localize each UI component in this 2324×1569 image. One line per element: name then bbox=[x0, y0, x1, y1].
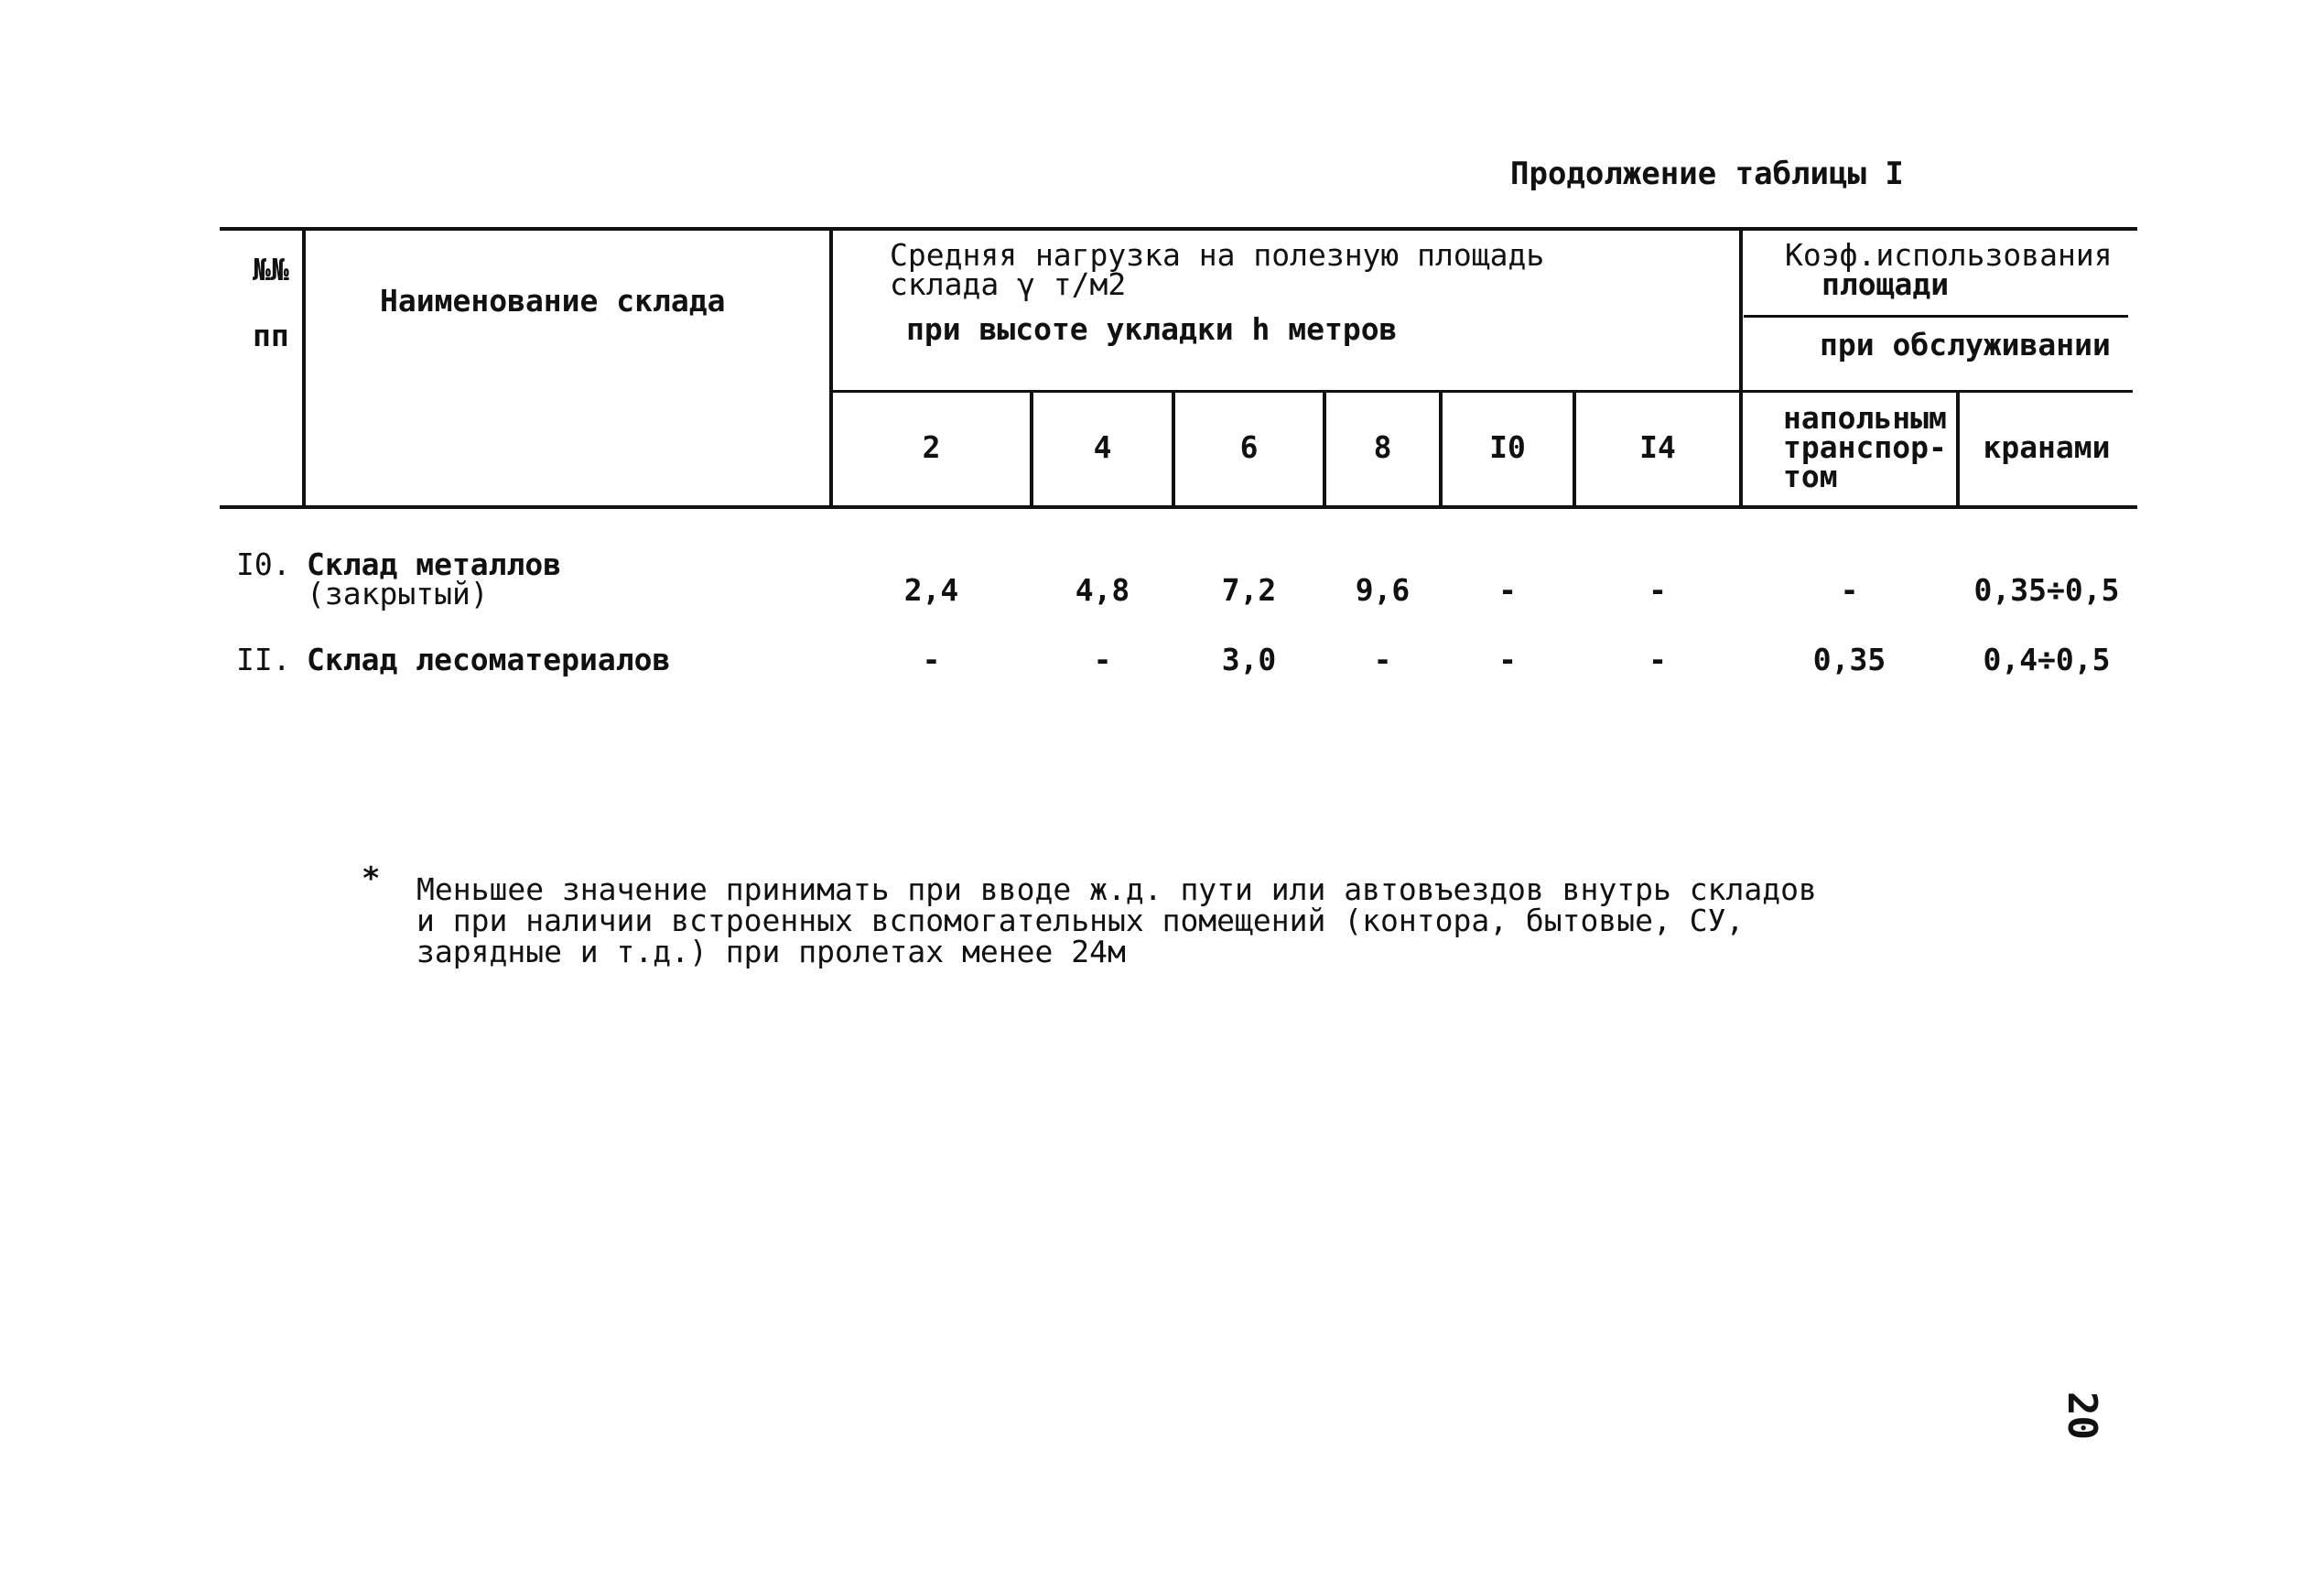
footnote-text bbox=[416, 871, 1817, 969]
table-caption: Продолжение таблицы I bbox=[1510, 156, 1904, 192]
row1-h4: 4,8 bbox=[1075, 572, 1130, 608]
row1-floor: - bbox=[1840, 572, 1859, 608]
row2-h10: - bbox=[1498, 642, 1517, 677]
height-10-header: I0 bbox=[1489, 429, 1526, 465]
height-4-header: 4 bbox=[1093, 429, 1112, 465]
floor-header-line1: напольным bbox=[1783, 400, 1947, 436]
footnote-line1: Меньшее значение принимать при вводе ж.д. пути или автовъездов внутрь складов bbox=[416, 871, 1817, 907]
load-header-line2: склада γ т/м2 bbox=[890, 266, 1127, 302]
load-header-line1: Средняя нагрузка на полезную площадь bbox=[890, 237, 1545, 273]
row1-name-line2: (закрытый) bbox=[307, 576, 489, 611]
row1-h14: - bbox=[1648, 572, 1667, 608]
row2-floor: 0,35 bbox=[1812, 642, 1886, 677]
coef-service-header: при обслуживании bbox=[1820, 327, 2111, 362]
row1-cranes: 0,35÷0,5 bbox=[1973, 572, 2120, 608]
height-row-rule bbox=[833, 390, 2133, 393]
header-bottom-rule bbox=[220, 505, 2137, 509]
coef-header-line1: Коэф.использования bbox=[1785, 237, 2113, 273]
table-top-rule bbox=[220, 227, 2137, 231]
cranes-header: кранами bbox=[1983, 429, 2111, 465]
row1-h6: 7,2 bbox=[1221, 572, 1277, 608]
num-col-divider bbox=[302, 231, 306, 507]
name-col-divider bbox=[829, 231, 833, 507]
row2-h8: - bbox=[1373, 642, 1392, 677]
footnote-line2: и при наличии встроенных вспомогательных помещений (контора, бытовые, СУ, bbox=[416, 903, 1745, 938]
row2-cranes: 0,4÷0,5 bbox=[1983, 642, 2111, 677]
height-14-header: I4 bbox=[1639, 429, 1676, 465]
row2-h14: - bbox=[1648, 642, 1667, 677]
num-header-line2: пп bbox=[253, 318, 289, 353]
coef-header-line2: площади bbox=[1821, 266, 1950, 302]
footnote-mark: * bbox=[362, 860, 381, 897]
height-6-header: 6 bbox=[1239, 429, 1259, 465]
footnote-line3: зарядные и т.д.) при пролетах менее 24м bbox=[416, 934, 1126, 969]
height-8-header: 8 bbox=[1373, 429, 1392, 465]
row1-h8: 9,6 bbox=[1355, 572, 1411, 608]
page-number: 20 bbox=[2059, 1391, 2105, 1440]
row1-h2: 2,4 bbox=[903, 572, 959, 608]
row1-name-line1: Склад металлов bbox=[307, 546, 562, 582]
row2-h2: - bbox=[922, 642, 941, 677]
load-coef-divider bbox=[1739, 231, 1743, 507]
row1-num: I0. bbox=[236, 546, 291, 582]
row2-name-line1: Склад лесоматериалов bbox=[307, 642, 671, 677]
row2-h4: - bbox=[1093, 642, 1112, 677]
floor-header-line2: транспор- bbox=[1783, 429, 1947, 465]
floor-header-line3: том bbox=[1783, 459, 1838, 494]
height-2-header: 2 bbox=[922, 429, 941, 465]
row2-num: II. bbox=[236, 642, 291, 677]
coef-sub-rule bbox=[1744, 315, 2128, 318]
num-header-line1: №№ bbox=[253, 252, 289, 287]
row2-h6: 3,0 bbox=[1221, 642, 1277, 677]
load-header-line3: при высоте укладки h метров bbox=[906, 311, 1398, 347]
name-header: Наименование склада bbox=[380, 283, 726, 319]
row1-h10: - bbox=[1498, 572, 1517, 608]
